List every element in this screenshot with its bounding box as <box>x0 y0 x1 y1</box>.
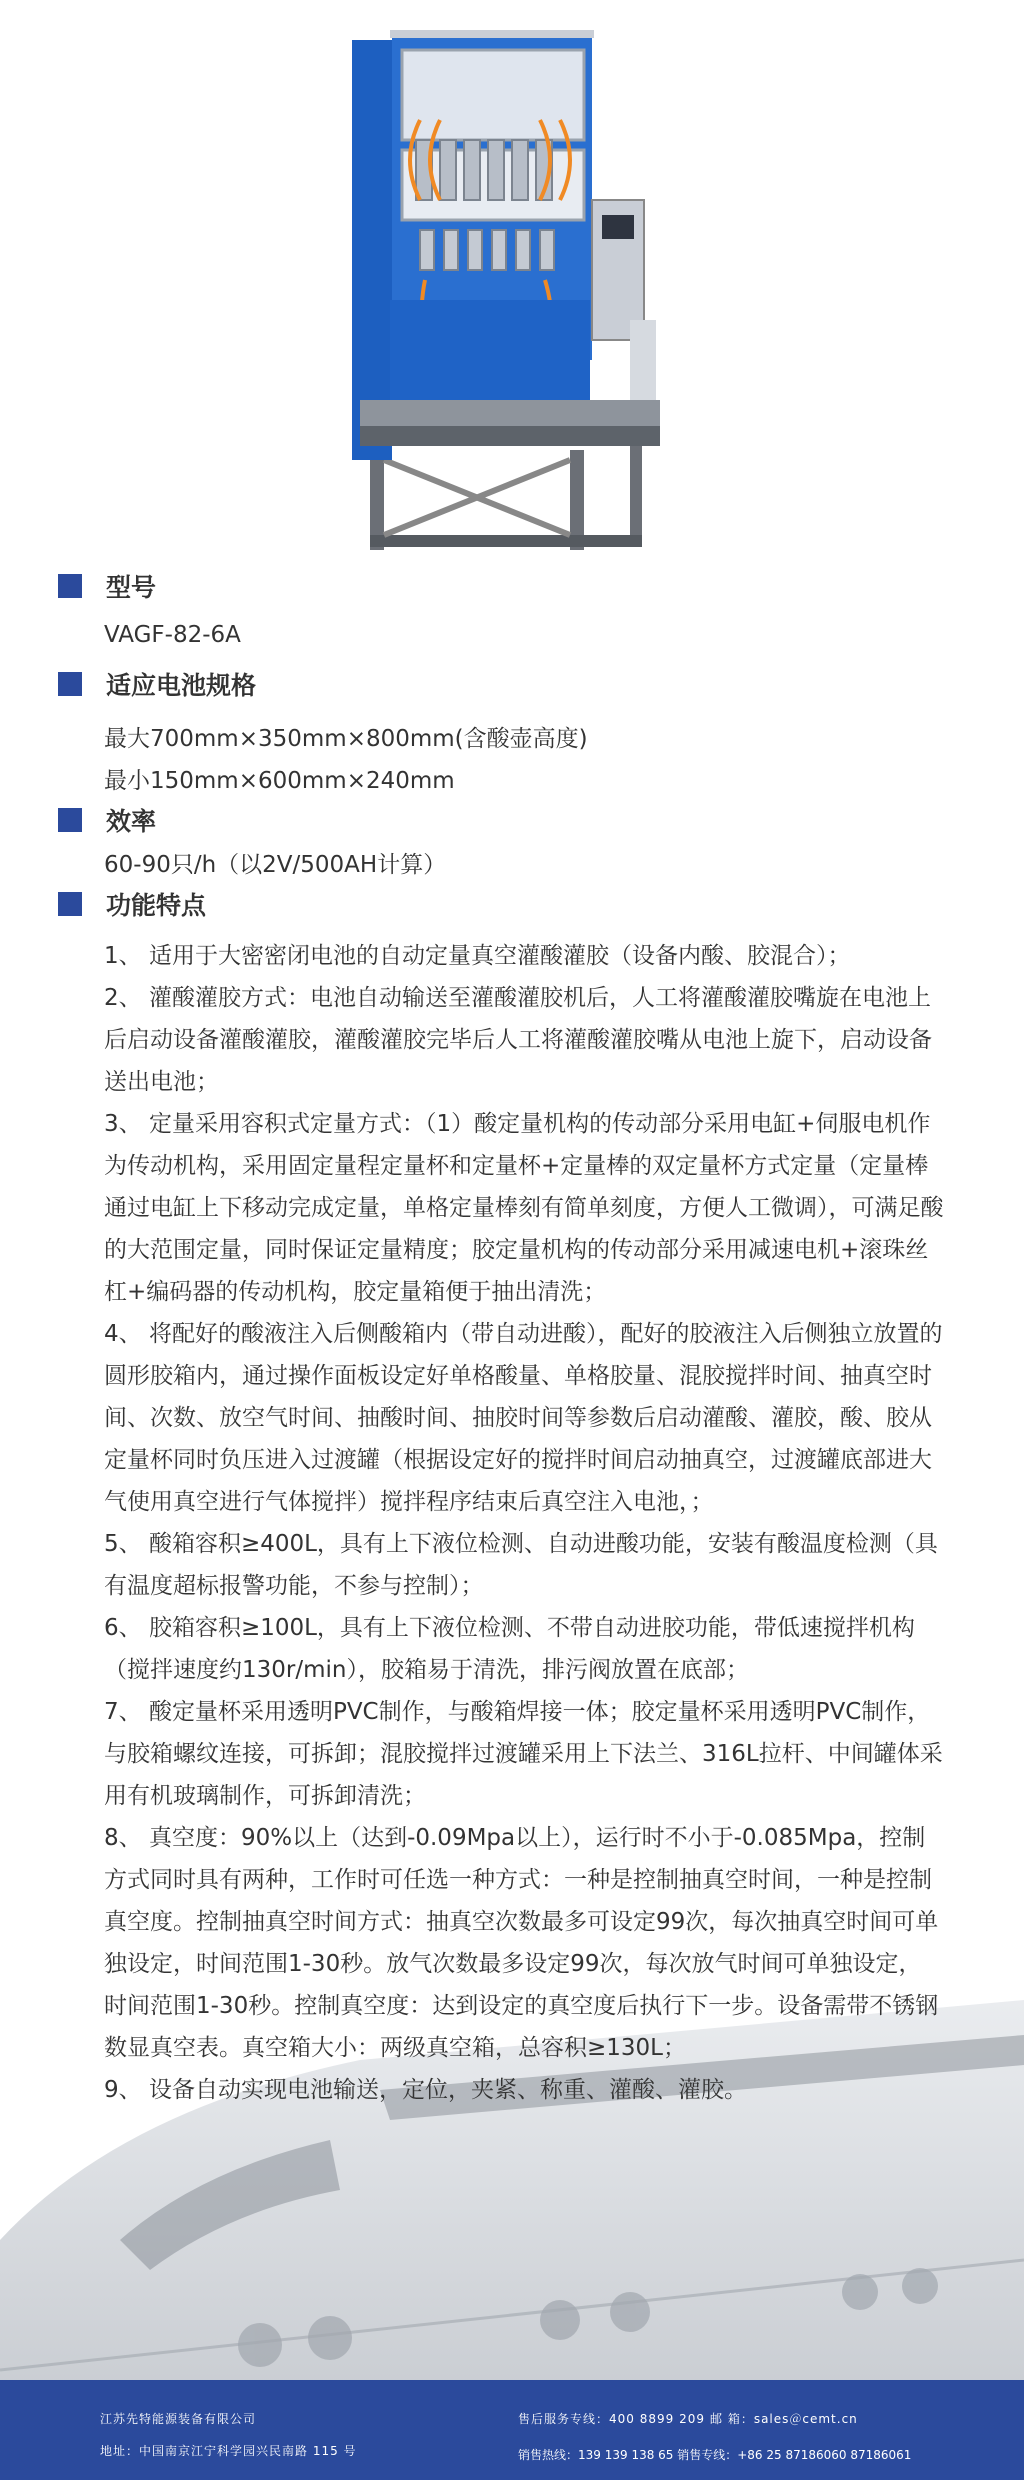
section-title: 效率 <box>106 807 157 836</box>
feature-item: 7、 酸定量杯采用透明PVC制作，与酸箱焊接一体；胶定量杯采用透明PVC制作，与胶箱螺纹连接，可拆卸；混胶搅拌过渡罐采用上下法兰、316L拉杆、中间罐体采用有机玻璃制作，可拆卸清洗； <box>104 1699 943 1809</box>
feature-item: 1、 适用于大密密闭电池的自动定量真空灌酸灌胶（设备内酸、胶混合）； <box>104 943 851 969</box>
machine-image <box>330 20 690 560</box>
section-features-heading <box>58 884 206 924</box>
section-title: 适应电池规格 <box>106 671 257 700</box>
section-title: 型号 <box>106 573 157 602</box>
feature-item: 8、 真空度：90%以上（达到-0.09Mpa以上），运行时不小于-0.085Mpa，控制方式同时具有两种，工作时可任选一种方式：一种是控制抽真空时间，一种是控制真空度。控制抽真空时间方式：抽真空次数最多可设定99次，每次抽真空时间可单独设定，时间范围1-30秒。放气次数最多设定99次，每次放气时间可单独设定，时间范围1-30秒。控制真空度：达到设定的真空度后执行下一步。设备需带不锈钢数显真空表。真空箱大小：两级真空箱，总容积≥130L； <box>104 1825 939 2061</box>
efficiency-value: 60-90只/h（以2V/500AH计算） <box>104 852 447 878</box>
feature-item: 2、 灌酸灌胶方式：电池自动输送至灌酸灌胶机后，人工将灌酸灌胶嘴旋在电池上后启动设备灌酸灌胶，灌酸灌胶完毕后人工将灌酸灌胶嘴从电池上旋下，启动设备送出电池； <box>104 985 932 1095</box>
footer-sales: 销售热线：139 139 138 65 销售专线：+86 25 87186060 87186061 <box>518 2448 912 2462</box>
section-efficiency-heading <box>58 800 156 840</box>
section-marker-icon <box>58 892 82 916</box>
section-battery-spec-heading <box>58 664 256 704</box>
section-marker-icon <box>58 672 82 696</box>
feature-item: 6、 胶箱容积≥100L，具有上下液位检测、不带自动进胶功能，带低速搅拌机构（搅拌速度约130r/min），胶箱易于清洗，排污阀放置在底部； <box>104 1615 915 1683</box>
footer <box>0 2380 1024 2480</box>
features-list <box>104 935 944 2111</box>
section-marker-icon <box>58 574 82 598</box>
section-title: 功能特点 <box>106 891 207 920</box>
feature-item: 3、 定量采用容积式定量方式：（1）酸定量机构的传动部分采用电缸+伺服电机作为传动机构，采用固定量程定量杯和定量杯+定量棒的双定量杯方式定量（定量棒通过电缸上下移动完成定量，单格定量棒刻有简单刻度，方便人工微调），可满足酸的大范围定量，同时保证定量精度；胶定量机构的传动部分采用减速电机+滚珠丝杠+编码器的传动机构，胶定量箱便于抽出清洗； <box>104 1111 944 1305</box>
feature-item: 5、 酸箱容积≥400L，具有上下液位检测、自动进酸功能，安装有酸温度检测（具有温度超标报警功能，不参与控制）； <box>104 1531 938 1599</box>
feature-item: 4、 将配好的酸液注入后侧酸箱内（带自动进酸），配好的胶液注入后侧独立放置的圆形胶箱内，通过操作面板设定好单格酸量、单格胶量、混胶搅拌时间、抽真空时间、次数、放空气时间、抽酸时间、抽胶时间等参数后启动灌酸、灌胶，酸、胶从定量杯同时负压进入过渡罐（根据设定好的搅拌时间启动抽真空，过渡罐底部进大气使用真空进行气体搅拌）搅拌程序结束后真空注入电池，； <box>104 1321 943 1515</box>
footer-email: 邮 箱：sales＠cemt.cn <box>710 2412 858 2426</box>
section-marker-icon <box>58 808 82 832</box>
footer-service: 售后服务专线：400 8899 209 <box>518 2412 705 2426</box>
footer-company: 江苏先特能源装备有限公司 <box>100 2412 257 2426</box>
model-value: VAGF-82-6A <box>104 622 241 648</box>
battery-spec-min: 最小150mm×600mm×240mm <box>104 768 455 794</box>
footer-address: 地址：中国南京江宁科学园兴民南路 115 号 <box>100 2444 357 2458</box>
feature-item: 9、 设备自动实现电池输送，定位，夹紧、称重、灌酸、灌胶。 <box>104 2077 747 2103</box>
battery-spec-max: 最大700mm×350mm×800mm(含酸壶高度) <box>104 726 588 752</box>
section-model-heading <box>58 566 156 606</box>
